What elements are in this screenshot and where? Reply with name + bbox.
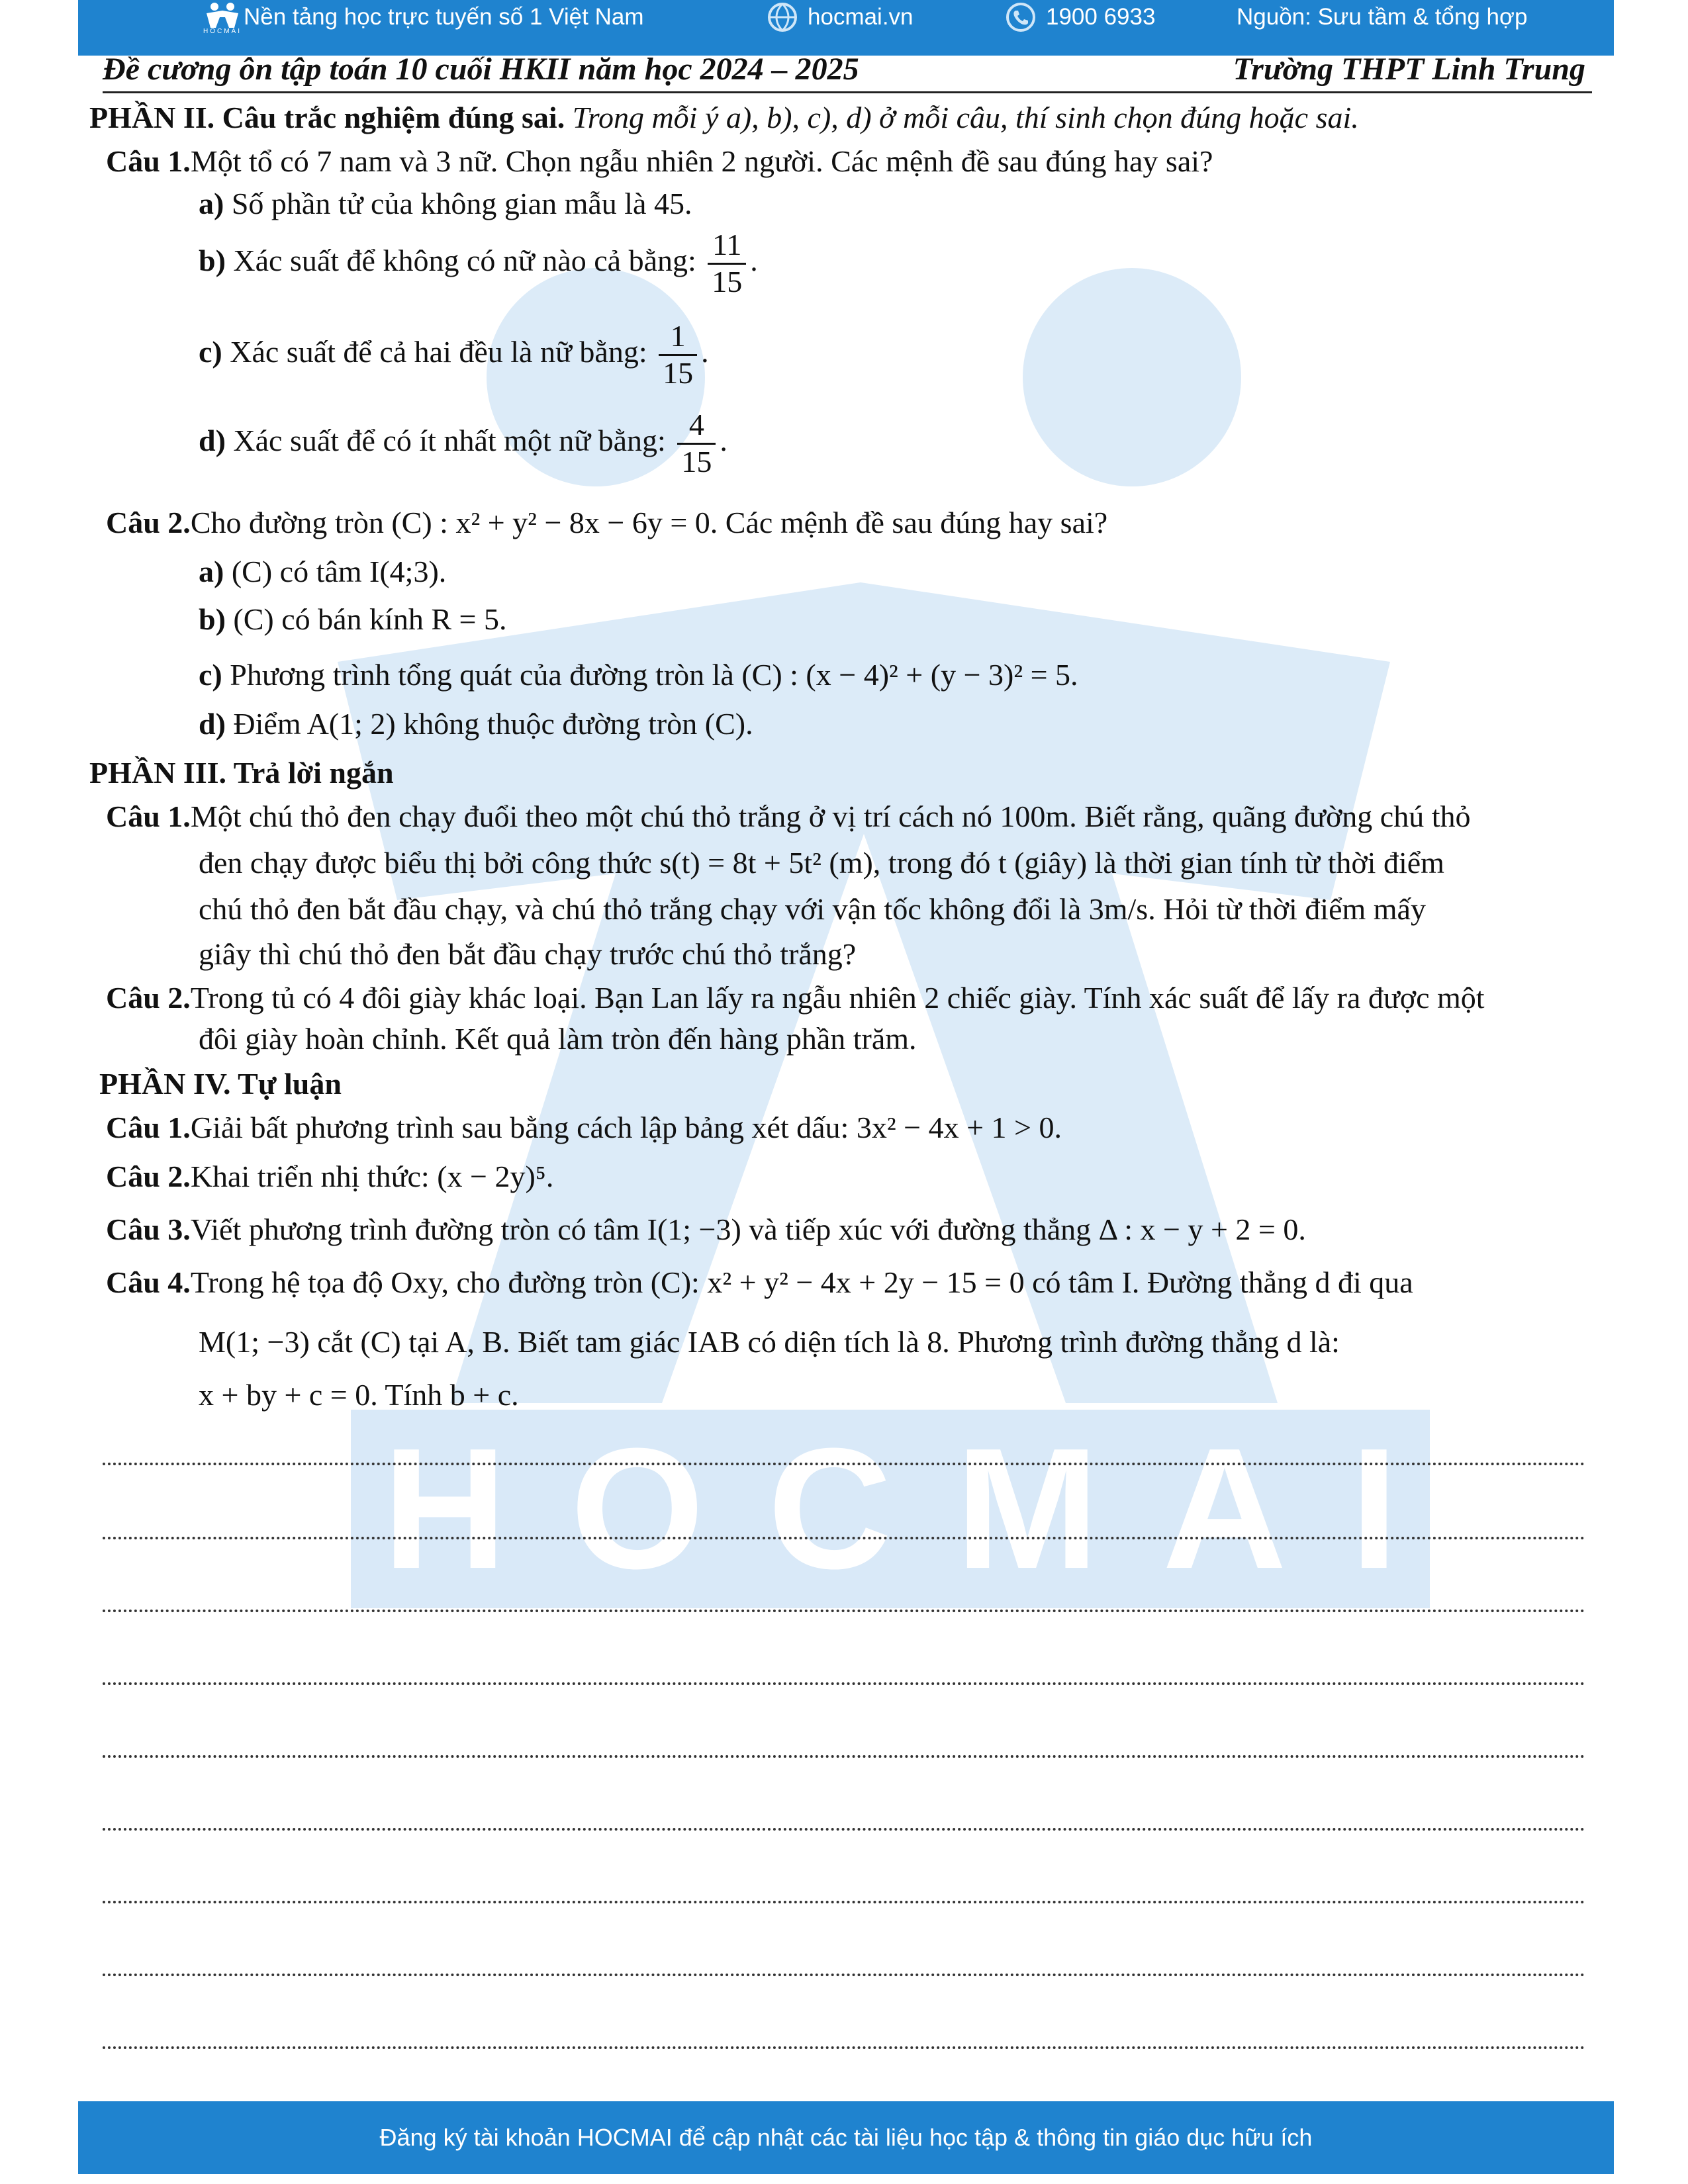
- part3-q2-line-2: đôi giày hoàn chỉnh. Kết quả làm tròn đến hàng phần trăm.: [199, 1022, 917, 1056]
- part2-q2-option-b: b) (C) có bán kính R = 5.: [199, 602, 507, 636]
- answer-line[interactable]: [103, 1974, 1585, 1976]
- part2-heading: PHẦN II. Câu trắc nghiệm đúng sai.: [89, 101, 565, 134]
- footer-banner[interactable]: [78, 2101, 1614, 2174]
- globe-icon: [767, 1, 798, 33]
- source-note: Nguồn: Sưu tầm & tổng hợp: [1237, 4, 1528, 30]
- answer-line[interactable]: [103, 1828, 1585, 1831]
- part3-question-2: Câu 2.Trong tủ có 4 đôi giày khác loại. Bạn Lan lấy ra ngẫu nhiên 2 chiếc giày. Tính xác suất để lấy ra được một: [106, 981, 1485, 1015]
- part2-q1-option-b: b) Xác suất để không có nữ nào cả bằng: $\frac{11}{15}$ .: [199, 228, 758, 298]
- answer-line[interactable]: [103, 1682, 1585, 1685]
- part4-question-2: Câu 2.Khai triển nhị thức: (x − 2y)⁵.: [106, 1160, 554, 1193]
- part2-heading-line: [89, 99, 1359, 136]
- website-item[interactable]: [767, 0, 914, 34]
- answer-line[interactable]: [103, 1901, 1585, 1903]
- fraction: $\frac{1}{15}$: [659, 319, 697, 391]
- part3-heading: PHẦN III. Trả lời ngắn: [89, 756, 394, 790]
- part2-instruction: Trong mỗi ý a), b), c), d) ở mỗi câu, thí sinh chọn đúng hoặc sai.: [572, 101, 1359, 134]
- document-header: [103, 50, 1592, 93]
- part4-question-1: Câu 1.Giải bất phương trình sau bằng cách lập bảng xét dấu: 3x² − 4x + 1 > 0.: [106, 1111, 1062, 1144]
- part3-q1-line-3: chú thỏ đen bắt đầu chạy, và chú thỏ trắng chạy với vận tốc không đổi là 3m/s. Hỏi từ thời điểm mấy: [199, 892, 1426, 926]
- fraction: $\frac{11}{15}$: [708, 228, 746, 300]
- top-banner: [78, 0, 1614, 56]
- answer-line[interactable]: [103, 1537, 1585, 1539]
- website-link[interactable]: hocmai.vn: [808, 4, 914, 30]
- part3-q1-line-4: giây thì chú thỏ đen bắt đầu chạy trước chú thỏ trắng?: [199, 937, 857, 971]
- footer-text[interactable]: Đăng ký tài khoản HOCMAI để cập nhật các tài liệu học tập & thông tin giáo dục hữu ích: [379, 2124, 1313, 2151]
- question-text: Một tổ có 7 nam và 3 nữ. Chọn ngẫu nhiên 2 người. Các mệnh đề sau đúng hay sai?: [190, 144, 1213, 178]
- part2-q1-option-a: a) Số phần tử của không gian mẫu là 45.: [199, 187, 692, 220]
- part2-q2-option-d: d) Điểm A(1; 2) không thuộc đường tròn (C).: [199, 707, 753, 741]
- part2-q1-option-c: c) Xác suất để cả hai đều là nữ bằng: $\frac{1}{15}$ .: [199, 319, 709, 390]
- part2-question-2: Câu 2.Cho đường tròn (C) : x² + y² − 8x − 6y = 0. Các mệnh đề sau đúng hay sai?: [106, 506, 1108, 539]
- part4-question-3: Câu 3.Viết phương trình đường tròn có tâm I(1; −3) và tiếp xúc với đường thẳng Δ : x − y + 2 = 0.: [106, 1212, 1306, 1246]
- phone-number[interactable]: 1900 6933: [1046, 4, 1156, 30]
- part4-heading: PHẦN IV. Tự luận: [99, 1067, 342, 1101]
- part4-q4-line-2: M(1; −3) cắt (C) tại A, B. Biết tam giác IAB có diện tích là 8. Phương trình đường thẳng d là:: [199, 1325, 1340, 1359]
- school-name: Trường THPT Linh Trung: [1233, 52, 1585, 87]
- phone-item[interactable]: [1005, 0, 1155, 34]
- part3-q1-line-2: đen chạy được biểu thị bởi công thức s(t) = 8t + 5t² (m), trong đó t (giây) là thời gian tính từ thời điểm: [199, 846, 1444, 880]
- phone-icon: [1005, 1, 1037, 33]
- part2-q2-option-c: c) Phương trình tổng quát của đường tròn là (C) : (x − 4)² + (y − 3)² = 5.: [199, 658, 1078, 692]
- part4-question-4: Câu 4.Trong hệ tọa độ Oxy, cho đường tròn (C): x² + y² − 4x + 2y − 15 = 0 có tâm I. Đường thẳng d đi qua: [106, 1265, 1413, 1299]
- part2-question-1: [106, 143, 1213, 179]
- fraction: $\frac{4}{15}$: [677, 408, 716, 480]
- answer-line[interactable]: [103, 1610, 1585, 1612]
- question-label: Câu 1.: [106, 144, 191, 178]
- part4-q4-line-3: x + by + c = 0. Tính b + c.: [199, 1378, 519, 1412]
- logo-word: HOCMAI: [203, 28, 242, 35]
- answer-line[interactable]: [103, 1463, 1585, 1465]
- part2-q1-option-d: d) Xác suất để có ít nhất một nữ bằng: $\frac{4}{15}$ .: [199, 408, 727, 478]
- part2-q2-option-a: a) (C) có tâm I(4;3).: [199, 555, 447, 588]
- part3-question-1: Câu 1.Một chú thỏ đen chạy đuổi theo một chú thỏ trắng ở vị trí cách nó 100m. Biết rằng, quãng đường chú thỏ: [106, 799, 1471, 833]
- document-title: Đề cương ôn tập toán 10 cuối HKII năm học 2024 – 2025: [103, 52, 859, 87]
- watermark-text: H O C M A I: [382, 1412, 1398, 1605]
- answer-line[interactable]: [103, 2046, 1585, 2049]
- tagline: Nền tảng học trực tuyến số 1 Việt Nam: [244, 4, 644, 30]
- answer-line[interactable]: [103, 1755, 1585, 1758]
